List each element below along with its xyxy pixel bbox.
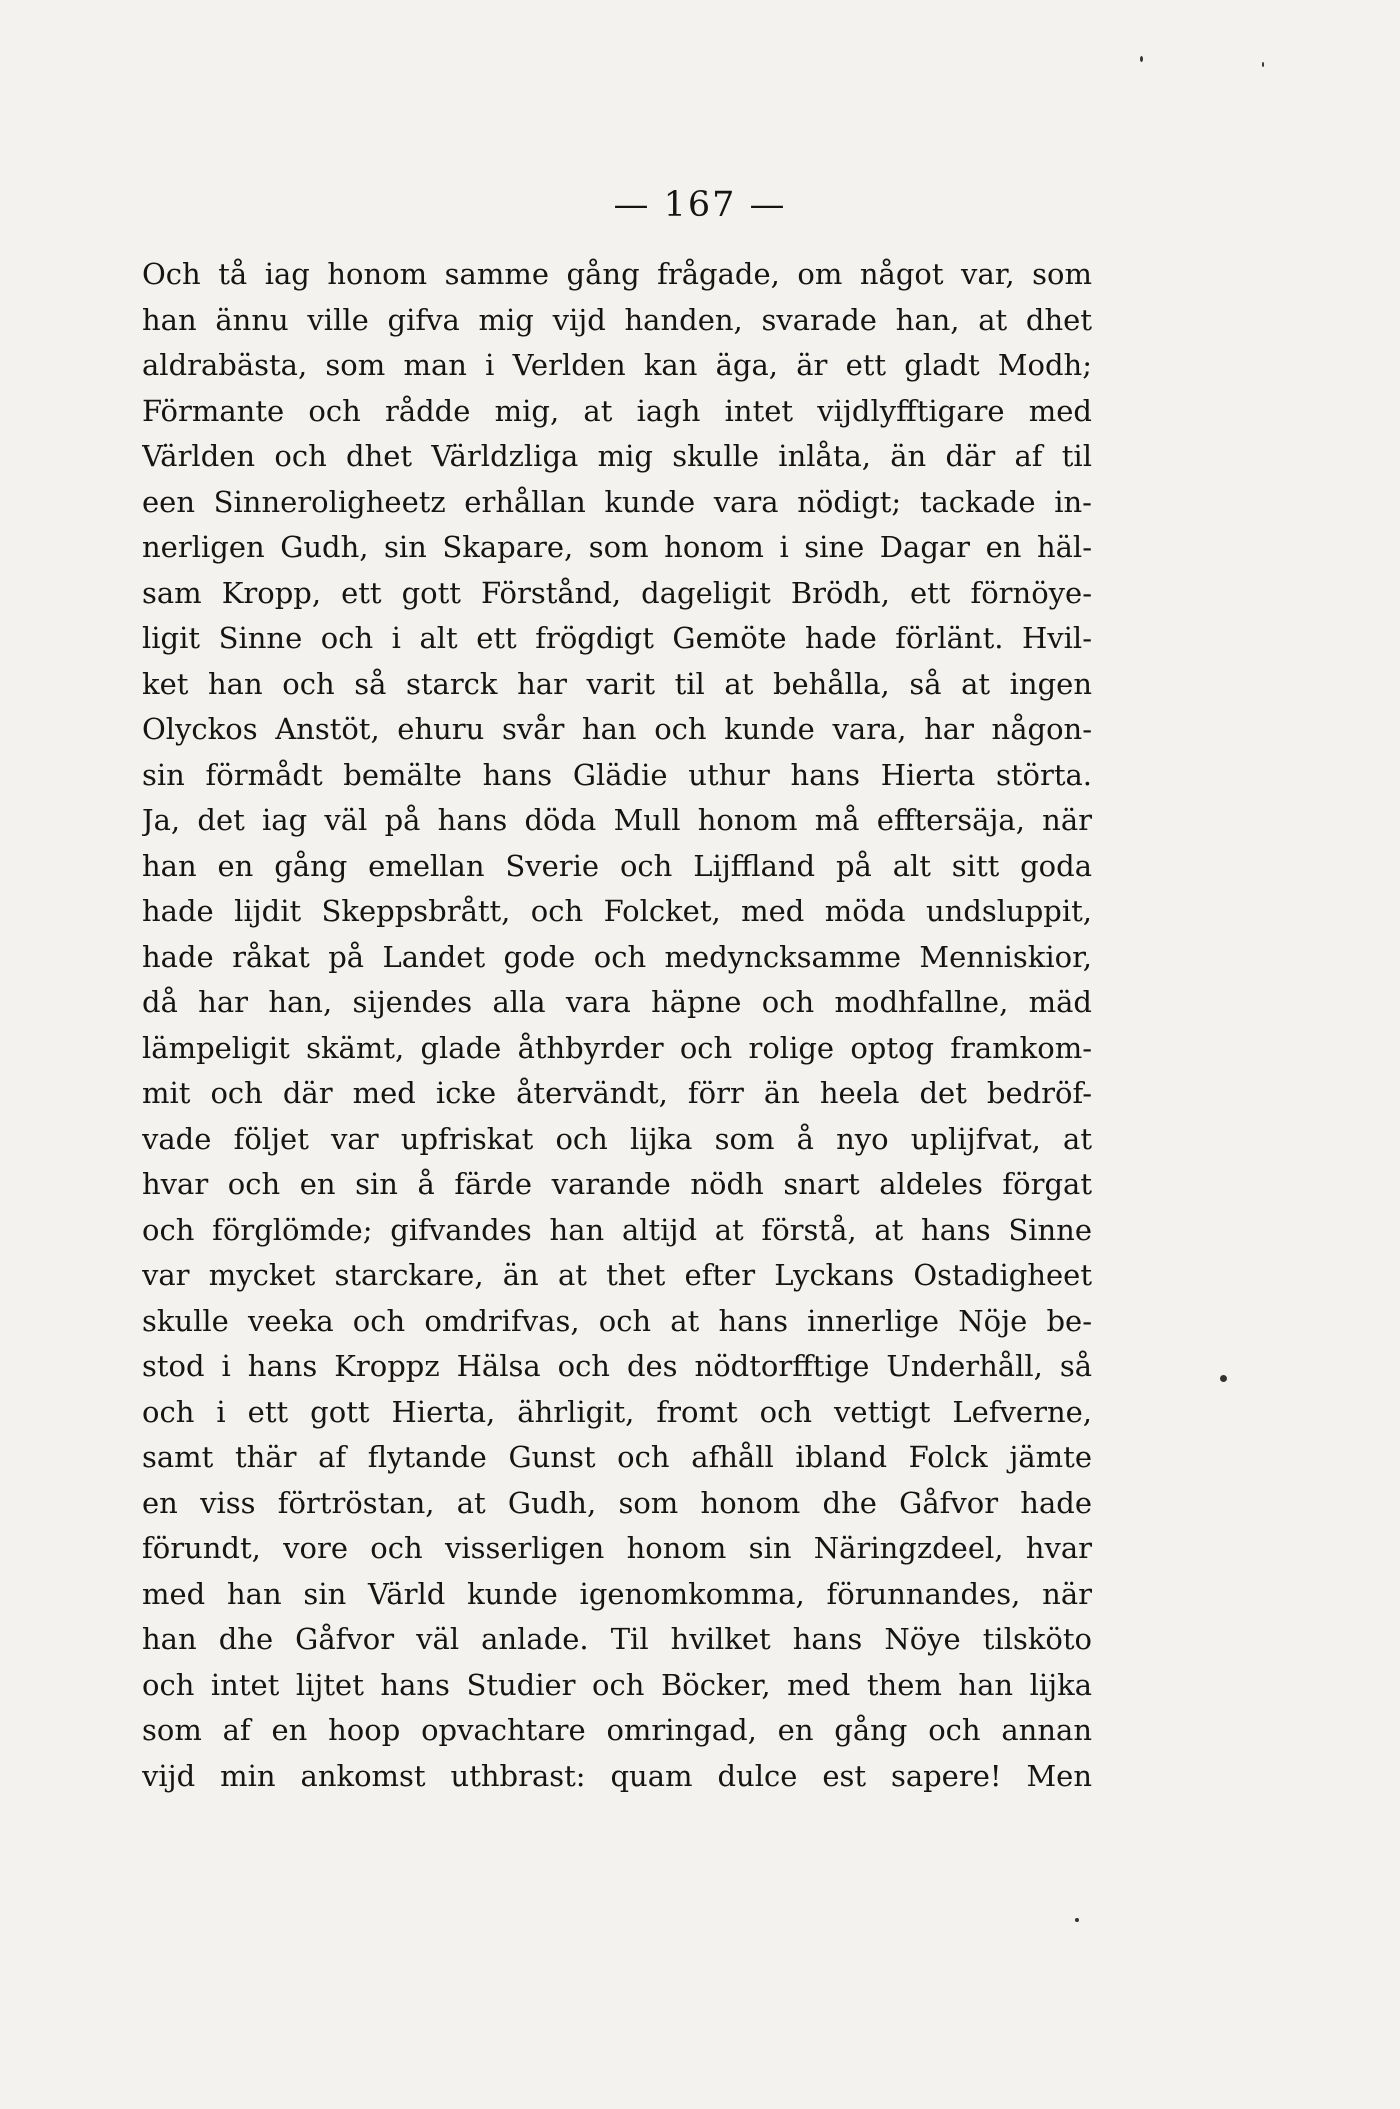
text-line: med han sin Värld kunde igenomkomma, förunnandes, när xyxy=(142,1576,1092,1611)
text-line: nerligen Gudh, sin Skapare, som honom i sine Dagar en häl- xyxy=(142,530,1092,564)
text-line: ket han och så starck har varit til at behålla, så at ingen xyxy=(142,666,1092,701)
text-line: sam Kropp, ett gott Förstånd, dageligit Brödh, ett förnöye- xyxy=(142,575,1092,610)
body-text xyxy=(142,252,1092,1799)
text-line: vijd min ankomst uthbrast: quam dulce est sapere! Men xyxy=(142,1758,1092,1793)
text-line: en viss förtröstan, at Gudh, som honom dhe Gåfvor hade xyxy=(142,1485,1092,1520)
scan-speck xyxy=(1075,1918,1079,1922)
text-line: var mycket starckare, än at thet efter Lyckans Ostadigheet xyxy=(142,1258,1092,1292)
text-line: förundt, vore och visserligen honom sin Näringzdeel, hvar xyxy=(142,1531,1092,1565)
text-line: sin förmådt bemälte hans Glädie uthur hans Hierta störta. xyxy=(142,757,1092,792)
text-line: då har han, sijendes alla vara häpne och modhfallne, mäd xyxy=(142,985,1092,1019)
text-line: ligit Sinne och i alt ett frögdigt Gemöte hade förlänt. Hvil- xyxy=(142,621,1092,655)
text-line: hade råkat på Landet gode och medyncksamme Menniskior, xyxy=(142,939,1092,974)
text-line: Och tå iag honom samme gång frågade, om något var, som xyxy=(142,257,1092,291)
text-line: och intet lijtet hans Studier och Böcker, med them han lijka xyxy=(142,1667,1092,1702)
scan-speck xyxy=(1220,1375,1227,1382)
text-line: een Sinneroligheetz erhållan kunde vara nödigt; tackade in- xyxy=(142,484,1092,519)
text-line: hvar och en sin å färde varande nödh snart aldeles förgat xyxy=(142,1167,1092,1201)
text-line: Förmante och rådde mig, at iagh intet vijdlyfftigare med xyxy=(142,393,1092,428)
text-line: och i ett gott Hierta, ährligit, fromt och vettigt Lefverne, xyxy=(142,1394,1092,1429)
text-line: som af en hoop opvachtare omringad, en gång och annan xyxy=(142,1713,1092,1747)
text-line: stod i hans Kroppz Hälsa och des nödtorfftige Underhåll, så xyxy=(142,1349,1092,1383)
text-line: och förglömde; gifvandes han altijd at förstå, at hans Sinne xyxy=(142,1212,1092,1247)
text-line: han en gång emellan Sverie och Lijffland på alt sitt goda xyxy=(142,848,1092,883)
scan-speck xyxy=(1140,56,1143,62)
text-line: lämpeligit skämt, glade åthbyrder och rolige optog framkom- xyxy=(142,1030,1092,1065)
text-line: hade lijdit Skeppsbrått, och Folcket, med möda undsluppit, xyxy=(142,894,1092,928)
text-line: Ja, det iag väl på hans döda Mull honom må efftersäja, när xyxy=(142,803,1092,837)
scan-speck xyxy=(1262,62,1264,67)
text-line: skulle veeka och omdrifvas, och at hans innerlige Nöje be- xyxy=(142,1303,1092,1338)
page-number: — 167 — xyxy=(613,185,787,225)
text-line: aldrabästa, som man i Verlden kan äga, är ett gladt Modh; xyxy=(142,348,1092,382)
text-line: han ännu ville gifva mig vijd handen, svarade han, at dhet xyxy=(142,302,1092,337)
text-line: vade följet var upfriskat och lijka som å nyo uplijfvat, at xyxy=(142,1121,1092,1156)
text-line: Världen och dhet Världzliga mig skulle inlåta, än där af til xyxy=(142,439,1092,473)
text-line: samt thär af flytande Gunst och afhåll ibland Folck jämte xyxy=(142,1440,1092,1474)
text-line: Olyckos Anstöt, ehuru svår han och kunde vara, har någon- xyxy=(142,712,1092,746)
text-line: mit och där med icke återvändt, förr än heela det bedröf- xyxy=(142,1076,1092,1110)
text-line: han dhe Gåfvor väl anlade. Til hvilket hans Nöye tilsköto xyxy=(142,1622,1092,1656)
